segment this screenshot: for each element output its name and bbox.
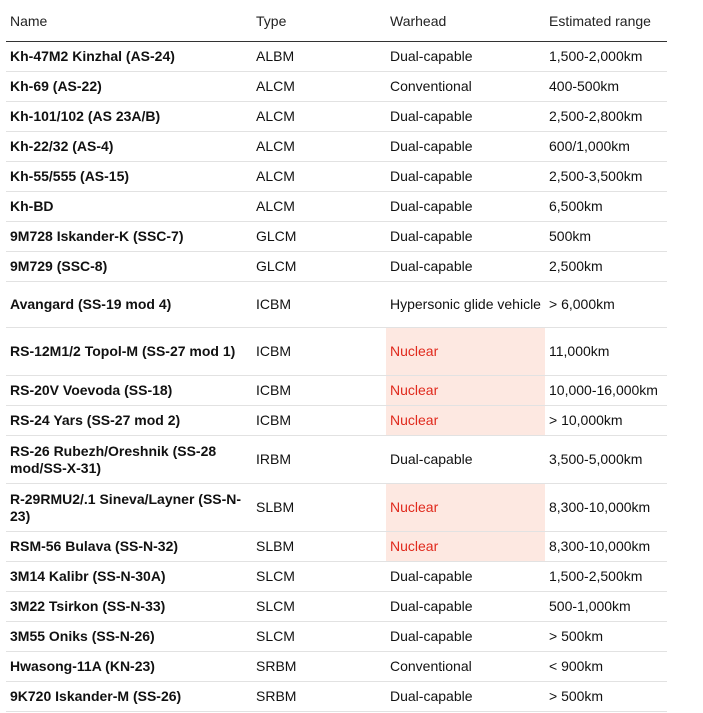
cell-range: > 500km — [545, 622, 667, 652]
table-row — [6, 102, 667, 132]
table-row — [6, 192, 667, 222]
cell-warhead: Dual-capable — [386, 42, 545, 72]
cell-warhead: Dual-capable — [386, 436, 545, 484]
cell-range: 6,500km — [545, 192, 667, 222]
cell-type: SLBM — [252, 532, 386, 562]
cell-type: ICBM — [252, 328, 386, 376]
table-row — [6, 436, 667, 484]
cell-name: Kh-BD — [6, 192, 252, 222]
cell-name: RS-20V Voevoda (SS-18) — [6, 376, 252, 406]
cell-warhead: Dual-capable — [386, 132, 545, 162]
cell-warhead: Dual-capable — [386, 252, 545, 282]
table-row — [6, 406, 667, 436]
table-row — [6, 42, 667, 72]
cell-type: SLCM — [252, 562, 386, 592]
table-row — [6, 376, 667, 406]
cell-type: SLCM — [252, 592, 386, 622]
cell-type: SRBM — [252, 682, 386, 712]
cell-name: Kh-69 (AS-22) — [6, 72, 252, 102]
table-row — [6, 652, 667, 682]
cell-type: ICBM — [252, 406, 386, 436]
cell-type: ALCM — [252, 102, 386, 132]
cell-type: GLCM — [252, 252, 386, 282]
header-name: Name — [6, 0, 252, 42]
cell-warhead: Dual-capable — [386, 592, 545, 622]
cell-range: 500-1,000km — [545, 592, 667, 622]
cell-type: ICBM — [252, 376, 386, 406]
cell-range: < 900km — [545, 652, 667, 682]
cell-warhead: Dual-capable — [386, 622, 545, 652]
cell-name: Kh-22/32 (AS-4) — [6, 132, 252, 162]
table-row — [6, 252, 667, 282]
cell-warhead: Dual-capable — [386, 222, 545, 252]
cell-name: Avangard (SS-19 mod 4) — [6, 282, 252, 328]
cell-warhead: Dual-capable — [386, 102, 545, 132]
cell-warhead: Nuclear — [386, 484, 545, 532]
cell-warhead: Dual-capable — [386, 162, 545, 192]
cell-name: RS-12M1/2 Topol-M (SS-27 mod 1) — [6, 328, 252, 376]
table-row — [6, 162, 667, 192]
cell-range: > 10,000km — [545, 406, 667, 436]
cell-type: ALCM — [252, 162, 386, 192]
table-row — [6, 328, 667, 376]
cell-warhead: Hypersonic glide vehicle — [386, 282, 545, 328]
cell-warhead: Conventional — [386, 72, 545, 102]
table-row — [6, 484, 667, 532]
cell-warhead: Dual-capable — [386, 562, 545, 592]
cell-range: 3,500-5,000km — [545, 436, 667, 484]
cell-warhead: Nuclear — [386, 532, 545, 562]
cell-name: RS-26 Rubezh/Oreshnik (SS-28 mod/SS-X-31) — [6, 436, 252, 484]
cell-type: ICBM — [252, 282, 386, 328]
cell-name: 9M729 (SSC-8) — [6, 252, 252, 282]
cell-type: GLCM — [252, 222, 386, 252]
cell-name: 3M22 Tsirkon (SS-N-33) — [6, 592, 252, 622]
table-row — [6, 72, 667, 102]
cell-warhead: Dual-capable — [386, 682, 545, 712]
header-type: Type — [252, 0, 386, 42]
cell-name: Kh-55/555 (AS-15) — [6, 162, 252, 192]
cell-type: ALCM — [252, 72, 386, 102]
cell-range: 8,300-10,000km — [545, 532, 667, 562]
cell-name: Kh-101/102 (AS 23A/B) — [6, 102, 252, 132]
cell-type: SLBM — [252, 484, 386, 532]
cell-range: > 500km — [545, 682, 667, 712]
cell-range: 8,300-10,000km — [545, 484, 667, 532]
cell-name: 9K720 Iskander-M (SS-26) — [6, 682, 252, 712]
cell-name: 9M728 Iskander-K (SSC-7) — [6, 222, 252, 252]
table-row — [6, 682, 667, 712]
cell-type: SRBM — [252, 652, 386, 682]
cell-name: 3M55 Oniks (SS-N-26) — [6, 622, 252, 652]
cell-range: 2,500-2,800km — [545, 102, 667, 132]
cell-range: 10,000-16,000km — [545, 376, 667, 406]
header-warhead: Warhead — [386, 0, 545, 42]
cell-warhead: Nuclear — [386, 328, 545, 376]
cell-type: ALBM — [252, 42, 386, 72]
cell-warhead: Nuclear — [386, 376, 545, 406]
table-row — [6, 132, 667, 162]
cell-range: 600/1,000km — [545, 132, 667, 162]
cell-range: 1,500-2,500km — [545, 562, 667, 592]
cell-name: R-29RMU2/.1 Sineva/Layner (SS-N-23) — [6, 484, 252, 532]
cell-range: 1,500-2,000km — [545, 42, 667, 72]
missile-table — [6, 0, 667, 712]
cell-name: RSM-56 Bulava (SS-N-32) — [6, 532, 252, 562]
cell-type: IRBM — [252, 436, 386, 484]
cell-warhead: Conventional — [386, 652, 545, 682]
cell-name: 3M14 Kalibr (SS-N-30A) — [6, 562, 252, 592]
cell-range: 2,500-3,500km — [545, 162, 667, 192]
cell-range: 500km — [545, 222, 667, 252]
cell-warhead: Dual-capable — [386, 192, 545, 222]
table-row — [6, 282, 667, 328]
cell-type: ALCM — [252, 132, 386, 162]
cell-range: 400-500km — [545, 72, 667, 102]
cell-name: Kh-47M2 Kinzhal (AS-24) — [6, 42, 252, 72]
table-row — [6, 592, 667, 622]
cell-type: SLCM — [252, 622, 386, 652]
cell-name: RS-24 Yars (SS-27 mod 2) — [6, 406, 252, 436]
cell-range: 11,000km — [545, 328, 667, 376]
cell-range: > 6,000km — [545, 282, 667, 328]
table-row — [6, 622, 667, 652]
cell-name: Hwasong-11A (KN-23) — [6, 652, 252, 682]
table-row — [6, 532, 667, 562]
cell-warhead: Nuclear — [386, 406, 545, 436]
cell-type: ALCM — [252, 192, 386, 222]
table-row — [6, 562, 667, 592]
header-range: Estimated range — [545, 0, 667, 42]
header-row — [6, 0, 667, 42]
cell-range: 2,500km — [545, 252, 667, 282]
table-row — [6, 222, 667, 252]
